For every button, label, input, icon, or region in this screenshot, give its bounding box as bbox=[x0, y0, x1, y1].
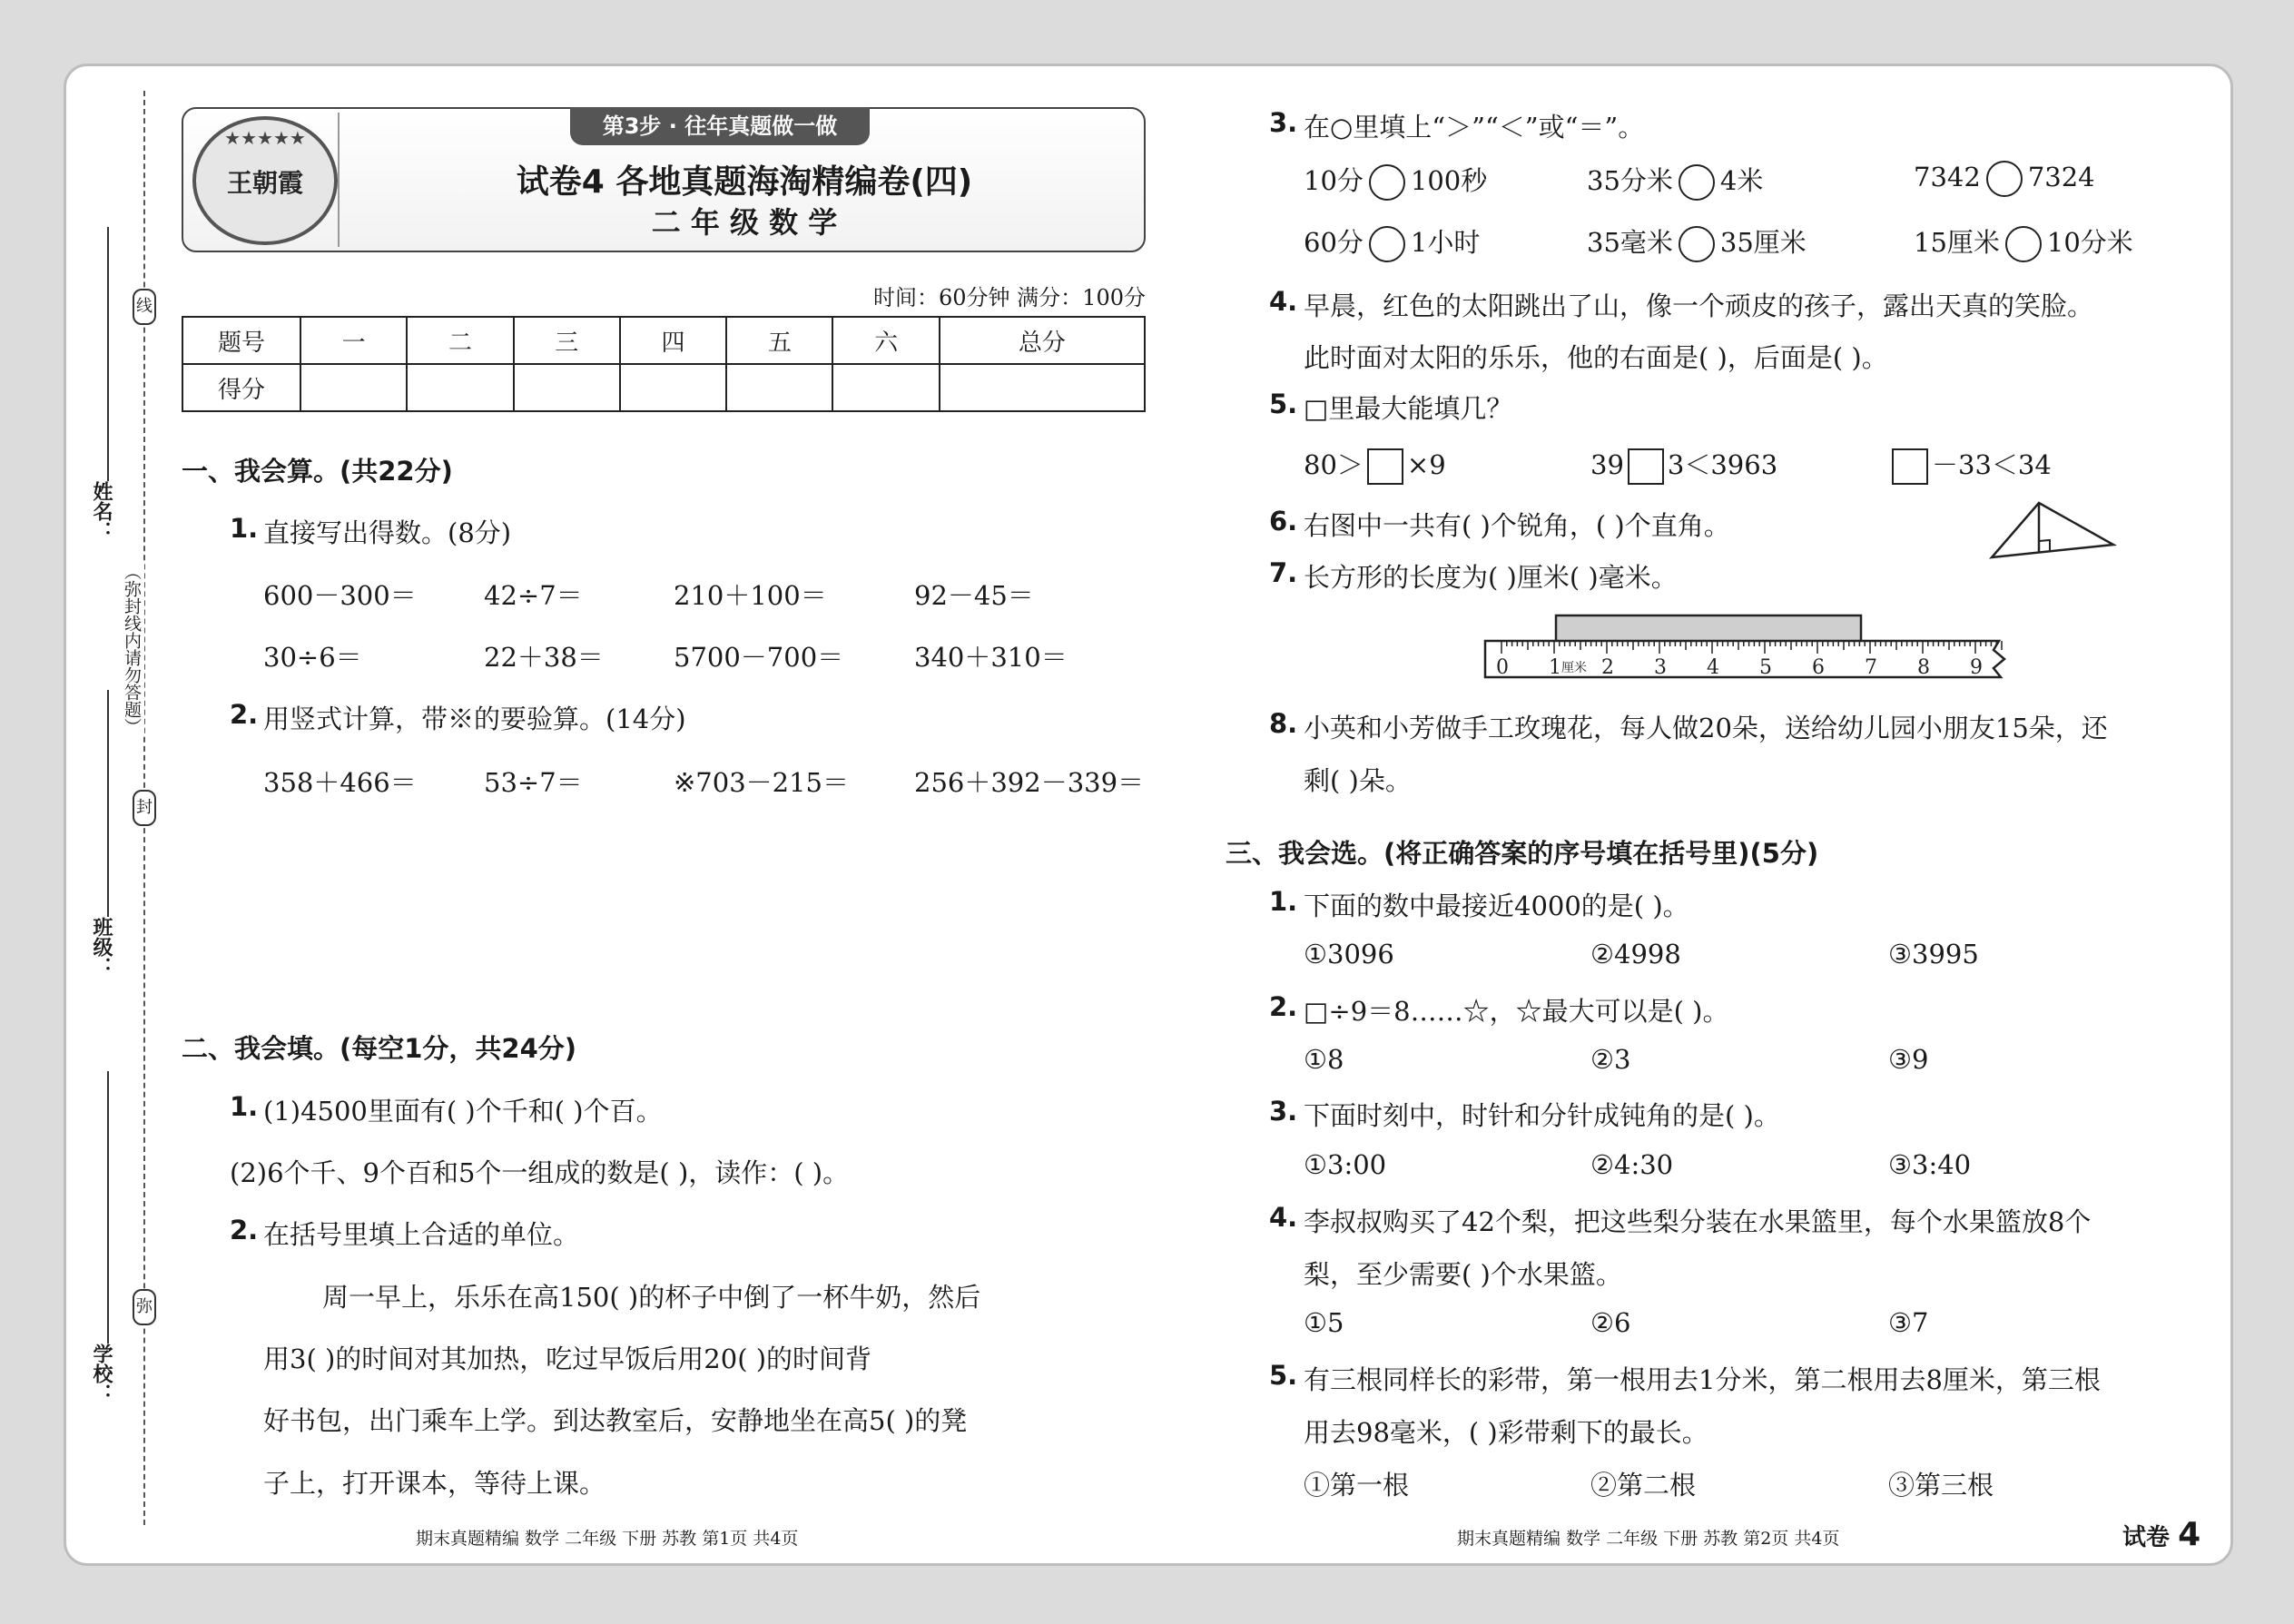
option-item[interactable]: ③3:40 bbox=[1888, 1149, 1972, 1180]
seal-mark-2: 弥 bbox=[133, 1289, 156, 1325]
section-2-title: 二、我会填。(每空1分，共24分) bbox=[182, 1033, 577, 1064]
c2-text: □÷9＝8……☆，☆最大可以是( )。 bbox=[1304, 996, 1729, 1027]
score-row-header bbox=[182, 317, 1145, 364]
calc-item: 210＋100＝ bbox=[674, 580, 827, 611]
c5-number: 5. bbox=[1269, 1360, 1298, 1391]
right-footer: 期末真题精编 数学 二年级 下册 苏教 第2页 共4页 bbox=[1457, 1529, 1840, 1549]
score-cell: 四 bbox=[620, 317, 726, 364]
ruler-label: 8 bbox=[1917, 656, 1930, 679]
score-input[interactable] bbox=[940, 364, 1145, 411]
option-item[interactable]: ①第一根 bbox=[1304, 1470, 1410, 1501]
c5-line-2: 用去98毫米，( )彩带剩下的最长。 bbox=[1304, 1417, 1708, 1448]
score-cell: 一 bbox=[300, 317, 407, 364]
compare-item: 60分 1小时 bbox=[1304, 222, 1480, 262]
f2-text: 在括号里填上合适的单位。 bbox=[263, 1219, 580, 1250]
f2-para-1: 周一早上，乐乐在高150( )的杯子中倒了一杯牛奶，然后 bbox=[322, 1282, 981, 1313]
q5-item-b: 39 3＜3963 bbox=[1590, 445, 1777, 485]
c4-number: 4. bbox=[1269, 1202, 1298, 1233]
q2-number: 2. bbox=[230, 699, 259, 730]
score-input[interactable] bbox=[726, 364, 832, 411]
score-cell: 五 bbox=[726, 317, 832, 364]
q6-text: 右图中一共有( )个锐角，( )个直角。 bbox=[1304, 510, 1730, 541]
score-cell: 三 bbox=[514, 317, 620, 364]
q5-item-c: －33＜34 bbox=[1888, 445, 2052, 485]
option-item[interactable]: ③9 bbox=[1888, 1044, 1929, 1075]
q3-text: 在○里填上“＞”“＜”或“＝”。 bbox=[1304, 112, 1645, 143]
seal-mark: 封 bbox=[133, 790, 156, 826]
q4-line-2: 此时面对太阳的乐乐，他的右面是( )，后面是( )。 bbox=[1304, 342, 1888, 373]
q2-text: 用竖式计算，带※的要验算。(14分) bbox=[263, 704, 686, 734]
answer-box[interactable] bbox=[1367, 448, 1403, 485]
option-item[interactable]: ①3:00 bbox=[1304, 1149, 1387, 1180]
paper-label: 试卷 4 bbox=[2122, 1516, 2201, 1553]
compare-circle[interactable] bbox=[1679, 226, 1715, 262]
option-item[interactable]: ③7 bbox=[1888, 1307, 1929, 1338]
line-mark: 线 bbox=[133, 289, 156, 325]
paper-subtitle: 二 年 级 数 学 bbox=[651, 205, 838, 240]
calc-item: 42÷7＝ bbox=[484, 580, 583, 611]
option-item[interactable]: ②第二根 bbox=[1590, 1470, 1697, 1501]
calc-item: 92－45＝ bbox=[914, 580, 1034, 611]
score-table bbox=[182, 316, 1146, 412]
ruler-label: 2 bbox=[1601, 656, 1614, 679]
q4-line-1: 早晨，红色的太阳跳出了山，像一个顽皮的孩子，露出天真的笑脸。 bbox=[1304, 290, 2094, 321]
option-item[interactable]: ②3 bbox=[1590, 1044, 1631, 1075]
ruler-label: 1 bbox=[1549, 656, 1561, 679]
q1-text: 直接写出得数。(8分) bbox=[263, 517, 512, 548]
c1-number: 1. bbox=[1269, 886, 1298, 917]
paper-title: 试卷4 各地真题海淘精编卷(四) bbox=[516, 163, 973, 201]
compare-circle[interactable] bbox=[1679, 164, 1715, 201]
header-divider bbox=[338, 113, 340, 247]
f1-number: 1. bbox=[230, 1091, 259, 1122]
f2-para-3: 好书包，出门乘车上学。到达教室后，安静地坐在高5( )的凳 bbox=[263, 1405, 968, 1436]
q8-line-1: 小英和小芳做手工玫瑰花，每人做20朵，送给幼儿园小朋友15朵，还 bbox=[1304, 713, 2108, 743]
option-item[interactable]: ②4998 bbox=[1590, 939, 1681, 969]
score-row-values bbox=[182, 364, 1145, 411]
option-item[interactable]: ③第三根 bbox=[1888, 1470, 1994, 1501]
c4-line-2: 梨，至少需要( )个水果篮。 bbox=[1304, 1259, 1622, 1290]
q5-text: □里最大能填几？ bbox=[1304, 393, 1513, 424]
score-input[interactable] bbox=[832, 364, 939, 411]
name-label: 姓名： bbox=[90, 481, 113, 541]
option-item[interactable]: ①8 bbox=[1304, 1044, 1344, 1075]
ruler-label: 4 bbox=[1707, 656, 1719, 679]
c4-line-1: 李叔叔购买了42个梨，把这些梨分装在水果篮里，每个水果篮放8个 bbox=[1304, 1206, 2092, 1237]
calc-item: 30÷6＝ bbox=[263, 642, 362, 673]
class-field[interactable] bbox=[107, 690, 109, 917]
compare-circle[interactable] bbox=[1986, 161, 2023, 197]
time-info: 时间：60分钟 满分：100分 bbox=[873, 285, 1146, 310]
binding-note: （弥封线内请勿答题） bbox=[120, 563, 144, 735]
calc-item: 5700－700＝ bbox=[674, 642, 844, 673]
calc-item: ※703－215＝ bbox=[674, 767, 850, 798]
ruler-label: 7 bbox=[1865, 656, 1877, 679]
option-item[interactable]: ①3096 bbox=[1304, 939, 1394, 969]
ruler-label: 5 bbox=[1759, 656, 1772, 679]
ruler-label: 6 bbox=[1812, 656, 1825, 679]
compare-item: 35毫米 35厘米 bbox=[1587, 222, 1807, 262]
q1-number: 1. bbox=[230, 513, 259, 544]
score-input[interactable] bbox=[300, 364, 407, 411]
school-label: 学校： bbox=[90, 1343, 113, 1403]
q5-item-a: 80＞ ×9 bbox=[1304, 445, 1446, 485]
f1-b: (2)6个千、9个百和5个一组成的数是( )，读作：( )。 bbox=[230, 1157, 850, 1188]
section-3-title: 三、我会选。(将正确答案的序号填在括号里)(5分) bbox=[1226, 838, 1819, 869]
c1-text: 下面的数中最接近4000的是( )。 bbox=[1304, 891, 1689, 921]
answer-box[interactable] bbox=[1628, 448, 1664, 485]
ruler-unit: 厘米 bbox=[1561, 661, 1587, 675]
logo-text: 王朝霞 bbox=[226, 168, 303, 198]
calc-item: 600－300＝ bbox=[263, 580, 417, 611]
calc-item: 358＋466＝ bbox=[263, 767, 417, 798]
f2-para-2: 用3( )的时间对其加热，吃过早饭后用20( )的时间背 bbox=[263, 1343, 872, 1374]
score-cell: 总分 bbox=[940, 317, 1145, 364]
compare-item: 7342 7324 bbox=[1914, 161, 2095, 197]
q8-number: 8. bbox=[1269, 708, 1298, 739]
score-input[interactable] bbox=[514, 364, 620, 411]
q8-line-2: 剩( )朵。 bbox=[1304, 765, 1412, 796]
f2-number: 2. bbox=[230, 1215, 259, 1245]
f2-para-4: 子上，打开课本，等待上课。 bbox=[263, 1468, 606, 1499]
compare-circle[interactable] bbox=[2005, 226, 2042, 262]
compare-item: 35分米 4米 bbox=[1587, 161, 1763, 201]
answer-box[interactable] bbox=[1892, 448, 1928, 485]
ruler-label: 9 bbox=[1970, 656, 1983, 679]
score-input[interactable] bbox=[620, 364, 726, 411]
q7-number: 7. bbox=[1269, 557, 1298, 588]
compare-circle[interactable] bbox=[1369, 164, 1405, 201]
left-footer: 期末真题精编 数学 二年级 下册 苏教 第1页 共4页 bbox=[416, 1529, 799, 1549]
f1-a: (1)4500里面有( )个千和( )个百。 bbox=[263, 1096, 663, 1127]
c5-line-1: 有三根同样长的彩带，第一根用去1分米，第二根用去8厘米，第三根 bbox=[1304, 1364, 2101, 1395]
q7-text: 长方形的长度为( )厘米( )毫米。 bbox=[1304, 562, 1678, 593]
score-cell: 二 bbox=[407, 317, 513, 364]
calc-item: 53÷7＝ bbox=[484, 767, 583, 798]
score-input[interactable] bbox=[407, 364, 513, 411]
calc-item: 22＋38＝ bbox=[484, 642, 604, 673]
calc-item: 256＋392－339＝ bbox=[914, 767, 1145, 798]
paper-number: 4 bbox=[2178, 1516, 2201, 1553]
logo bbox=[192, 116, 338, 245]
q4-number: 4. bbox=[1269, 286, 1298, 317]
c3-text: 下面时刻中，时针和分针成钝角的是( )。 bbox=[1304, 1100, 1780, 1131]
ruler-figure bbox=[1480, 610, 2015, 692]
q6-number: 6. bbox=[1269, 506, 1298, 536]
option-item[interactable]: ①5 bbox=[1304, 1307, 1344, 1338]
q3-number: 3. bbox=[1269, 107, 1298, 138]
c3-number: 3. bbox=[1269, 1096, 1298, 1127]
ruler-label: 3 bbox=[1654, 656, 1667, 679]
compare-circle[interactable] bbox=[1369, 226, 1405, 262]
score-cell: 六 bbox=[832, 317, 939, 364]
compare-item: 15厘米 10分米 bbox=[1914, 222, 2133, 262]
step-label: 第3步 · 往年真题做一做 bbox=[570, 107, 870, 145]
school-field[interactable] bbox=[107, 1071, 109, 1343]
option-item[interactable]: ②4:30 bbox=[1590, 1149, 1674, 1180]
option-item[interactable]: ②6 bbox=[1590, 1307, 1631, 1338]
score-cell: 题号 bbox=[182, 317, 300, 364]
option-item[interactable]: ③3995 bbox=[1888, 939, 1979, 969]
section-1-title: 一、我会算。(共22分) bbox=[182, 456, 453, 487]
c2-number: 2. bbox=[1269, 991, 1298, 1022]
logo-stars: ★★★★★ bbox=[224, 127, 306, 149]
compare-item: 10分 100秒 bbox=[1304, 161, 1487, 201]
q5-number: 5. bbox=[1269, 389, 1298, 419]
ruler-label: 0 bbox=[1496, 656, 1509, 679]
name-field[interactable] bbox=[107, 227, 109, 481]
calc-item: 340＋310＝ bbox=[914, 642, 1068, 673]
score-cell: 得分 bbox=[182, 364, 300, 411]
class-label: 班级： bbox=[90, 917, 113, 977]
triangle-figure bbox=[1984, 497, 2121, 570]
